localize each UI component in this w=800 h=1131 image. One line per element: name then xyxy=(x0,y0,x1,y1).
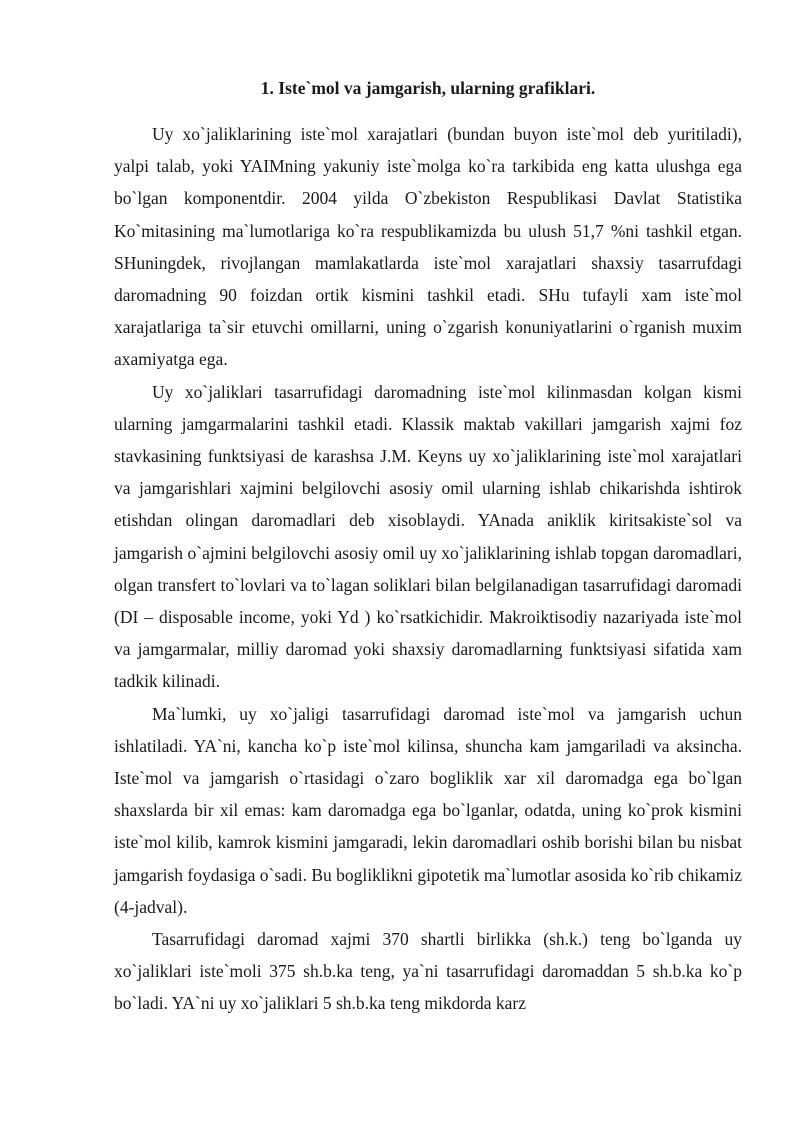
section-title: 1. Iste`mol va jamgarish, ularning grafiklari. xyxy=(260,78,596,98)
paragraph-consumption-share: Uy xo`jaliklarining iste`mol xarajatlari (bundan buyon iste`mol deb yuritiladi), yalpi talab, yoki YAIMning yakuniy iste`molga ko`ra tarkibida eng katta ulushga ega bo`lgan komponentdir. 2004 yilda O`zbekiston Respublikasi Davlat Statistika Ko`mitasining ma`lumotlariga ko`ra respublikamizda bu ulush 51,7 %ni tashkil etgan. SHuningdek, rivojlangan mamlakatlarda iste`mol xarajatlari shaxsiy tasarrufdagi daromadning 90 foizdan ortik kismini tashkil etadi. SHu tufayli xam iste`mol xarajatlariga ta`sir etuvchi omillarni, uning o`zgarish konuniyatlarini o`rganish muxim axamiyatga ega. xyxy=(114,124,742,370)
paragraph-savings-keynes: Uy xo`jaliklari tasarrufidagi daromadning iste`mol kilinmasdan kolgan kismi ularning jamgarmalarini tashkil etadi. Klassik maktab vakillari jamgarish xajmi foz stavkasining funktsiyasi de karashsa J.M. Keyns uy xo`jaliklarining iste`mol xarajatlari va jamgarishlari xajmini belgilovchi asosiy omil ularning ishlab chikarishda ishtirok etishdan olingan daromadlari deb xisoblaydi. YAnada aniklik kiritsakiste`sol va jamgarish o`ajmini belgilovchi asosiy omil uy xo`jaliklarining ishlab topgan daromadlari, olgan transfert to`lovlari va to`lagan soliklari bilan belgilanadigan tasarrufidagi daromadi (DI – disposable income, yoki Yd ) ko`rsatkichidir. Makroiktisodiy nazariyada iste`mol va jamgarmalar, milliy daromad yoki shaxsiy daromadlarning funktsiyasi sifatida xam tadkik kilinadi. xyxy=(114,381,742,692)
document-page xyxy=(114,72,742,1020)
paragraph-disposable-income-example: Tasarrufidagi daromad xajmi 370 shartli birlikka (sh.k.) teng bo`lganda uy xo`jaliklari iste`moli 375 sh.b.ka teng, ya`ni tasarrufidagi daromaddan 5 sh.b.ka ko`p bo`ladi. YA`ni uy xo`jaliklari 5 sh.b.ka teng mikdorda karz xyxy=(114,929,742,1014)
paragraph-consumption-savings-relation: Ma`lumki, uy xo`jaligi tasarrufidagi daromad iste`mol va jamgarish uchun ishlatiladi. YA`ni, kancha ko`p iste`mol kilinsa, shuncha kam jamgariladi va aksincha. Iste`mol va jamgarish o`rtasidagi o`zaro bogliklik xar xil daromadga ega bo`lgan shaxslarda bir xil emas: kam daromadga ega bo`lganlar, odatda, uning ko`prok kismini iste`mol kilib, kamrok kismini jamgaradi, lekin daromadlari oshib borishi bilan bu nisbat jamgarish foydasiga o`sadi. Bu bogliklikni gipotetik ma`lumotlar asosida ko`rib chikamiz (4-jadval). xyxy=(114,703,742,917)
